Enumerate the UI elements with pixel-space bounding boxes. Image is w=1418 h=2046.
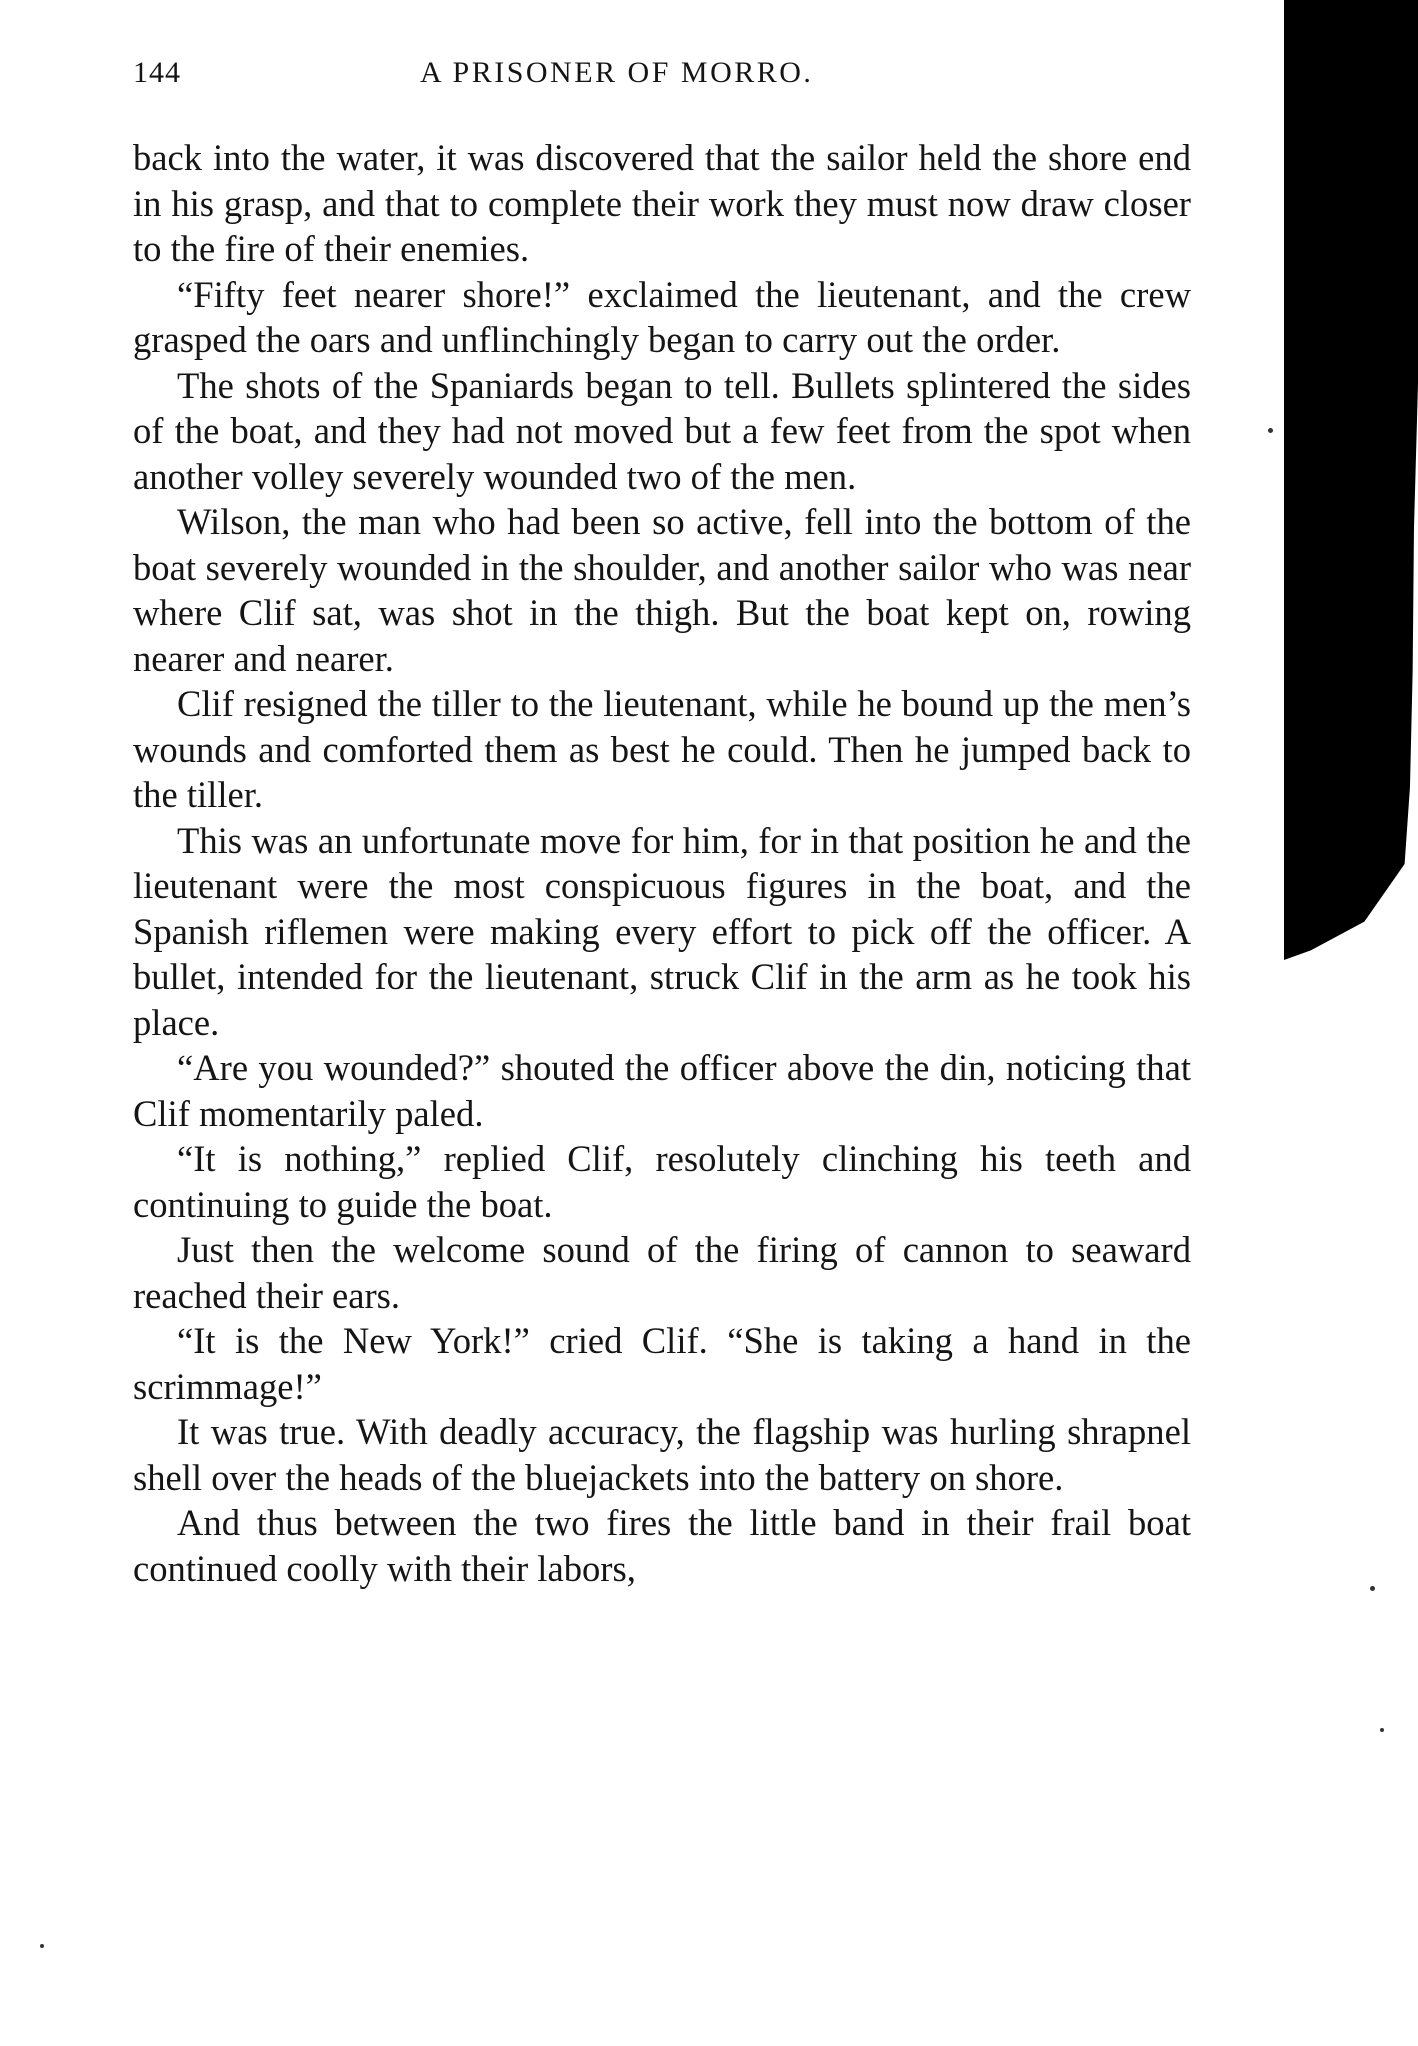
paragraph: The shots of the Spaniards began to tell. Bullets splintered the sides of the boat, and they had not moved but a few feet from the spot when another volley severely wounded two of the men. — [133, 364, 1191, 497]
scan-speck — [1380, 1728, 1384, 1732]
scan-speck — [40, 1944, 44, 1948]
paragraph: “It is nothing,” replied Clif, resolutely clinching his teeth and continuing to guide the boat. — [133, 1138, 1191, 1225]
body-text — [133, 135, 1191, 1591]
paragraph: This was an unfortunate move for him, for in that position he and the lieutenant were the most conspicuous figures in the boat, and the Spanish riflemen were making every effort to pick off the officer. A bullet, intended for the lieutenant, struck Clif in the arm as he took his place. — [133, 819, 1191, 1043]
scan-speck — [1370, 1586, 1375, 1591]
running-title: A PRISONER OF MORRO. — [420, 56, 814, 89]
paragraph: “It is the New York!” cried Clif. “She is taking a hand in the scrimmage!” — [133, 1320, 1191, 1407]
paragraph: And thus between the two fires the little band in their frail boat continued coolly with their labors, — [133, 1502, 1191, 1589]
page-number: 144 — [133, 56, 181, 89]
paragraph: Clif resigned the tiller to the lieutenant, while he bound up the men’s wounds and comforted them as best he could. Then he jumped back to the tiller. — [133, 683, 1191, 815]
scan-shadow-edge — [1284, 0, 1418, 960]
paragraph: “Fifty feet nearer shore!” exclaimed the lieutenant, and the crew grasped the oars and unflinchingly began to carry out the order. — [133, 273, 1191, 360]
paragraph: Just then the welcome sound of the firing of cannon to seaward reached their ears. — [133, 1229, 1191, 1316]
paragraph: back into the water, it was discovered that the sailor held the shore end in his grasp, and that to complete their work they must now draw closer to the fire of their enemies. — [133, 137, 1191, 269]
scan-speck — [1268, 428, 1273, 433]
paragraph: “Are you wounded?” shouted the officer above the din, noticing that Clif momentarily paled. — [133, 1047, 1191, 1134]
paragraph: Wilson, the man who had been so active, fell into the bottom of the boat severely wounded in the shoulder, and another sailor who was near where Clif sat, was shot in the thigh. But the boat kept on, rowing nearer and nearer. — [133, 501, 1191, 679]
paragraph: It was true. With deadly accuracy, the flagship was hurling shrapnel shell over the heads of the bluejackets into the battery on shore. — [133, 1411, 1191, 1498]
page-header — [133, 56, 1191, 100]
